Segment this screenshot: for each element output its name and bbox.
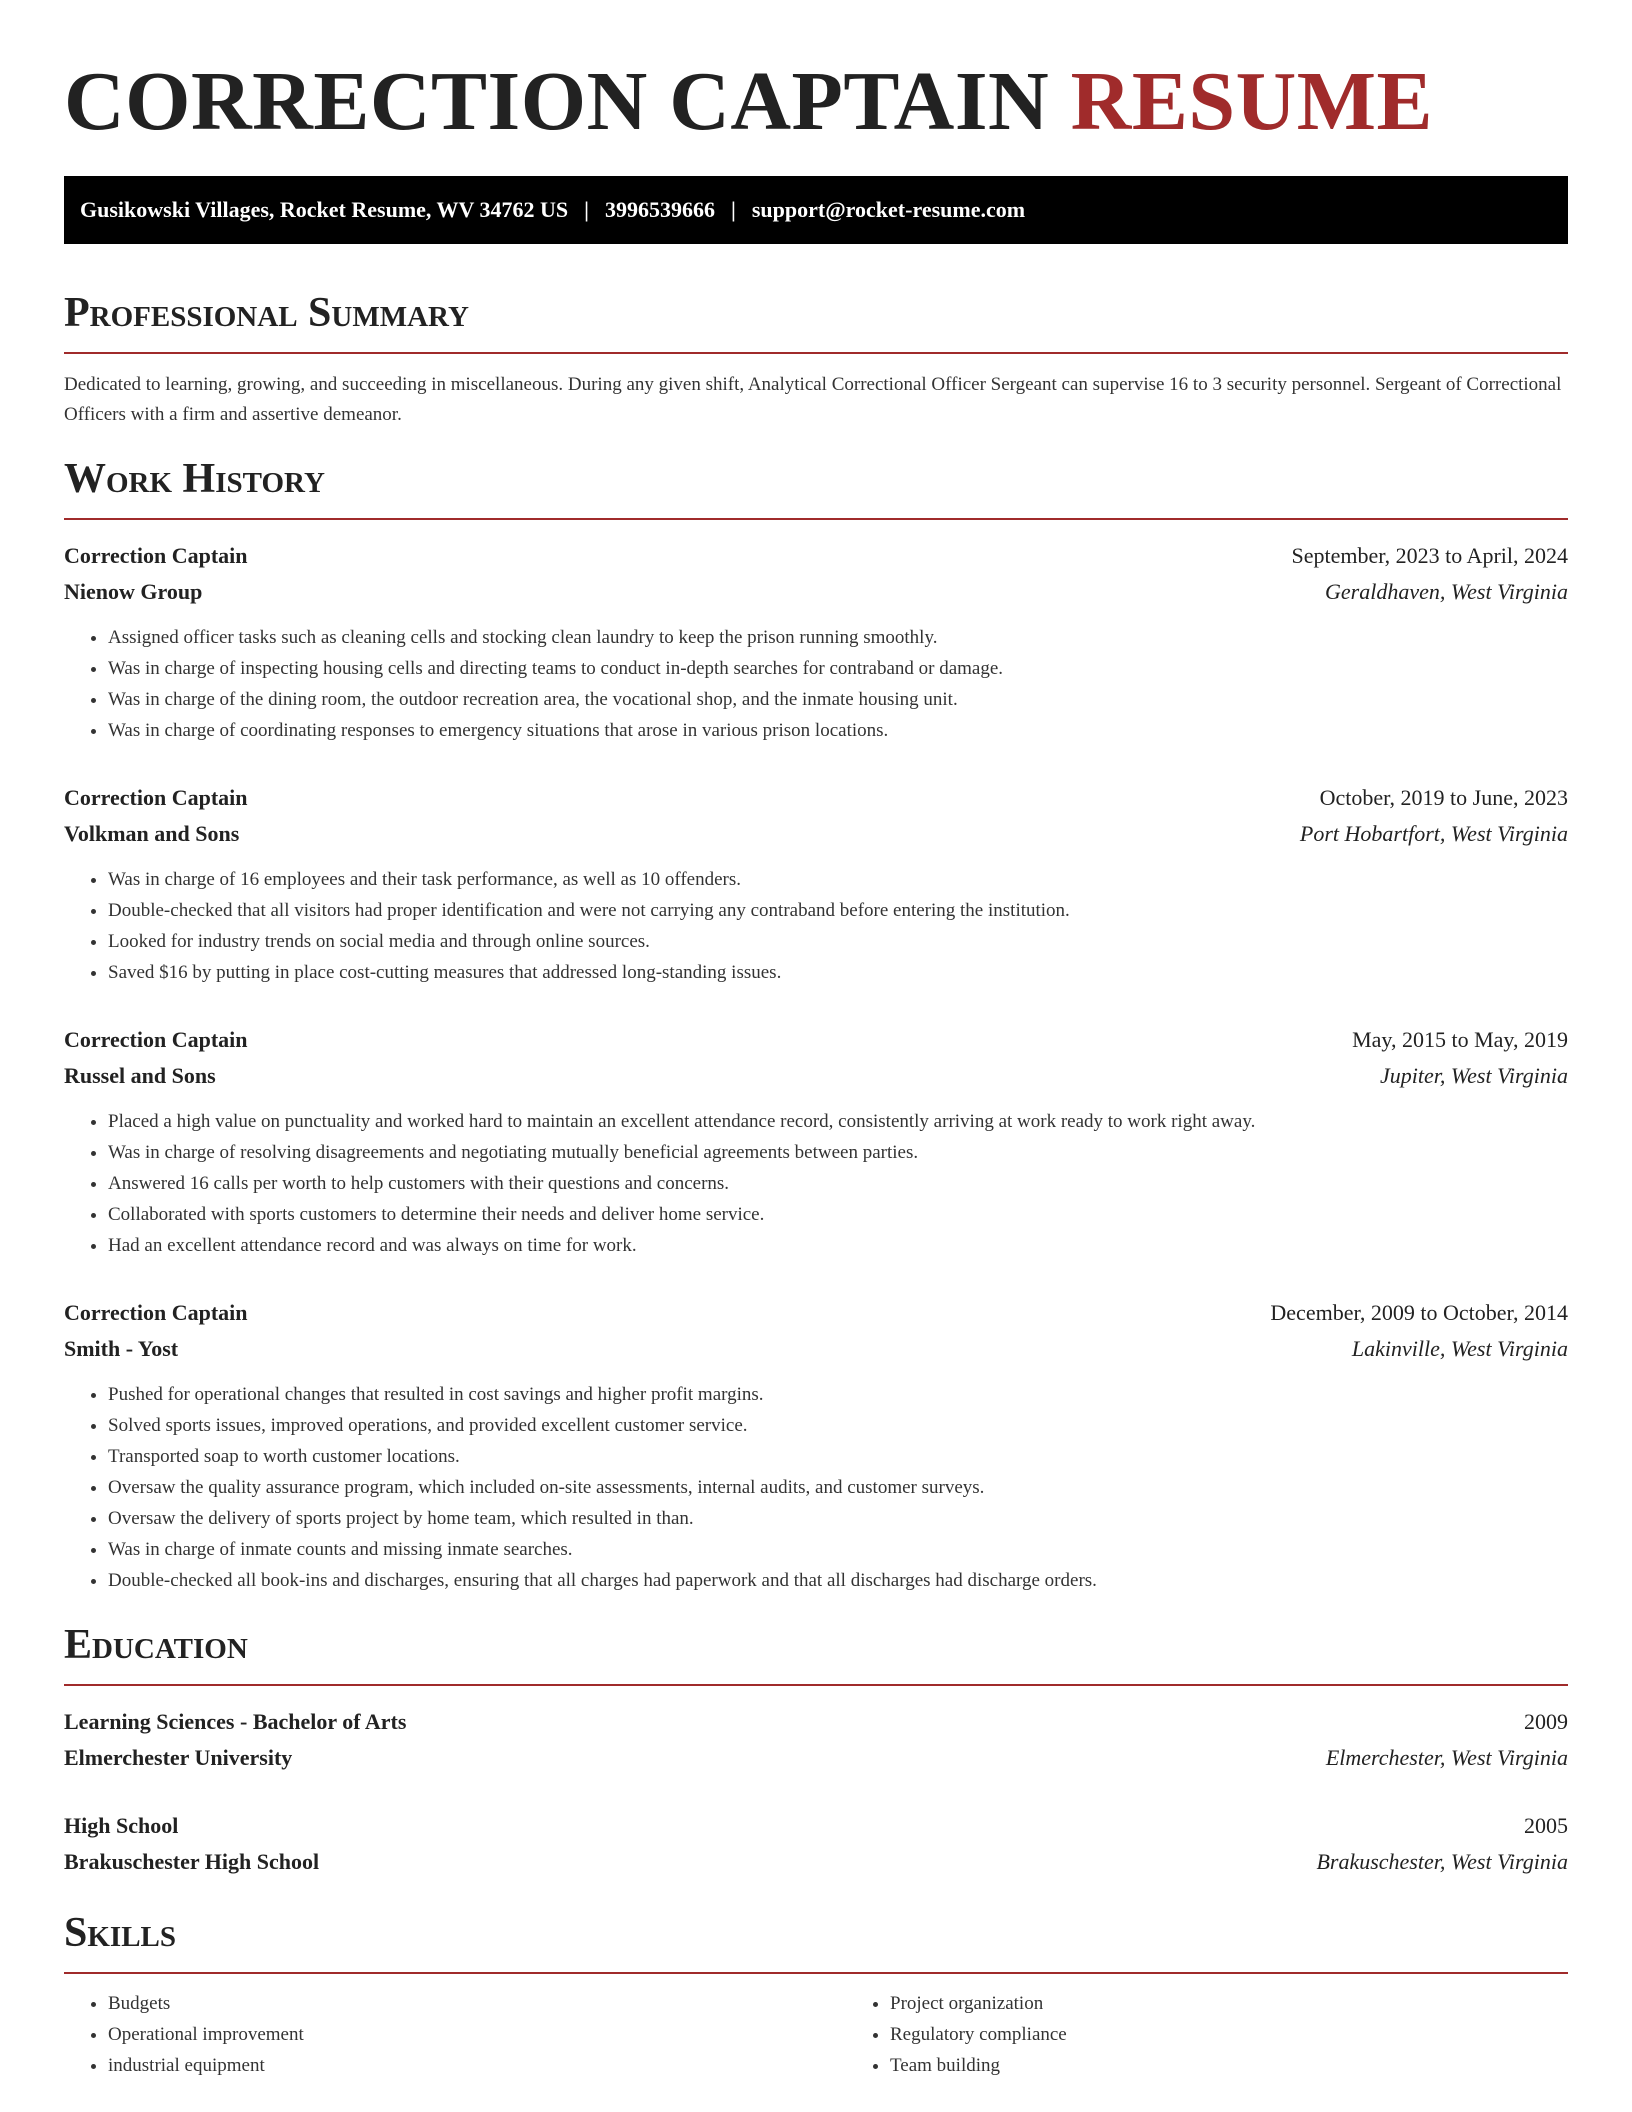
job-company: Nienow Group xyxy=(64,579,203,604)
summary-text: Dedicated to learning, growing, and succeeding in miscellaneous. During any given shift, Analytical Correctional Officer Sergeant can supervise 16 to 3 security personnel. Sergeant of Correctional Officers with a firm and assertive demeanor. xyxy=(64,374,1562,425)
job-company: Smith - Yost xyxy=(64,1336,179,1361)
skill-item: • industrial equipment xyxy=(108,2050,846,2081)
job-bullet: • Looked for industry trends on social media and through online sources. xyxy=(108,926,1568,957)
contact-email: support@rocket-resume.com xyxy=(751,197,1026,222)
contact-bar xyxy=(64,176,1568,244)
skill-item: • Team building xyxy=(890,2050,1628,2081)
job-bullet: • Oversaw the delivery of sports project by home team, which resulted in than. xyxy=(108,1503,1568,1534)
work-history-section xyxy=(64,454,1568,1596)
job-bullet: • Had an excellent attendance record and was always on time for work. xyxy=(108,1230,1568,1261)
job-location: Jupiter, West Virginia xyxy=(1379,1063,1568,1088)
job-company: Russel and Sons xyxy=(64,1063,216,1088)
job-location: Lakinville, West Virginia xyxy=(1351,1336,1568,1361)
job-bullet: • Was in charge of resolving disagreements and negotiating mutually beneficial agreements between parties. xyxy=(108,1137,1568,1168)
education-section xyxy=(64,1620,1568,1880)
section-heading-skills: Skills xyxy=(64,1910,177,1956)
job-bullet: • Transported soap to worth customer locations. xyxy=(108,1441,1568,1472)
skills-list-right xyxy=(846,1988,1628,2081)
job-entry xyxy=(64,1022,1568,1261)
education-school: Brakuschester High School xyxy=(64,1849,320,1874)
education-degree: Learning Sciences - Bachelor of Arts xyxy=(64,1709,407,1734)
job-bullet: • Placed a high value on punctuality and worked hard to maintain an excellent attendance record, consistently arriving at work ready to work right away. xyxy=(108,1106,1568,1137)
resume-title xyxy=(64,0,1568,150)
education-school: Elmerchester University xyxy=(64,1745,293,1770)
education-entry xyxy=(64,1704,1568,1776)
job-dates: May, 2015 to May, 2019 xyxy=(1352,1027,1568,1052)
job-bullets xyxy=(64,1379,1568,1596)
section-divider xyxy=(64,1684,1568,1686)
education-degree: High School xyxy=(64,1813,179,1838)
education-entry xyxy=(64,1808,1568,1880)
job-dates: October, 2019 to June, 2023 xyxy=(1319,785,1568,810)
skill-item: • Project organization xyxy=(890,1988,1628,2019)
job-company: Volkman and Sons xyxy=(64,821,240,846)
job-bullet: • Double-checked all book-ins and discharges, ensuring that all charges had paperwork and that all discharges had discharge orders. xyxy=(108,1565,1568,1596)
job-title: Correction Captain xyxy=(64,543,248,568)
job-bullet: • Was in charge of 16 employees and their task performance, as well as 10 offenders. xyxy=(108,864,1568,895)
skill-item: • Regulatory compliance xyxy=(890,2019,1628,2050)
education-year: 2005 xyxy=(1524,1813,1568,1838)
section-divider xyxy=(64,352,1568,354)
job-location: Geraldhaven, West Virginia xyxy=(1325,579,1568,604)
job-bullet: • Answered 16 calls per worth to help customers with their questions and concerns. xyxy=(108,1168,1568,1199)
job-bullets xyxy=(64,864,1568,988)
job-bullet: • Assigned officer tasks such as cleaning cells and stocking clean laundry to keep the prison running smoothly. xyxy=(108,622,1568,653)
job-entry xyxy=(64,780,1568,988)
education-location: Elmerchester, West Virginia xyxy=(1325,1745,1568,1770)
job-bullet: • Solved sports issues, improved operations, and provided excellent customer service. xyxy=(108,1410,1568,1441)
job-title: Correction Captain xyxy=(64,785,248,810)
job-bullet: • Double-checked that all visitors had proper identification and were not carrying any contraband before entering the institution. xyxy=(108,895,1568,926)
job-dates: December, 2009 to October, 2014 xyxy=(1270,1300,1568,1325)
section-divider xyxy=(64,518,1568,520)
job-bullet: • Pushed for operational changes that resulted in cost savings and higher profit margins. xyxy=(108,1379,1568,1410)
job-bullet: • Oversaw the quality assurance program, which included on-site assessments, internal audits, and customer surveys. xyxy=(108,1472,1568,1503)
job-bullet: • Saved $16 by putting in place cost-cutting measures that addressed long-standing issues. xyxy=(108,957,1568,988)
job-location: Port Hobartfort, West Virginia xyxy=(1299,821,1568,846)
contact-address: Gusikowski Villages, Rocket Resume, WV 34762 US xyxy=(80,197,569,222)
skills-columns xyxy=(64,1988,1568,2081)
section-heading-education: Education xyxy=(64,1622,248,1668)
job-entry xyxy=(64,1295,1568,1596)
job-bullet: • Was in charge of the dining room, the outdoor recreation area, the vocational shop, and the inmate housing unit. xyxy=(108,684,1568,715)
section-heading-summary: Professional Summary xyxy=(64,290,469,336)
contact-separator: | xyxy=(584,197,589,222)
education-location: Brakuschester, West Virginia xyxy=(1316,1849,1568,1874)
job-bullets xyxy=(64,622,1568,746)
title-main: CORRECTION CAPTAIN xyxy=(64,55,1050,148)
skill-item: • Budgets xyxy=(108,1988,846,2019)
job-entry xyxy=(64,538,1568,746)
skills-list-left xyxy=(64,1988,846,2081)
section-heading-work-history: Work History xyxy=(64,456,325,502)
section-divider xyxy=(64,1972,1568,1974)
skill-item: • Operational improvement xyxy=(108,2019,846,2050)
job-bullet: • Collaborated with sports customers to determine their needs and deliver home service. xyxy=(108,1199,1568,1230)
summary-section xyxy=(64,288,1568,430)
contact-separator: | xyxy=(730,197,736,222)
job-dates: September, 2023 to April, 2024 xyxy=(1291,543,1568,568)
title-accent: RESUME xyxy=(1070,55,1434,148)
education-year: 2009 xyxy=(1524,1709,1568,1734)
job-title: Correction Captain xyxy=(64,1027,248,1052)
job-bullet: • Was in charge of inspecting housing cells and directing teams to conduct in-depth searches for contraband or damage. xyxy=(108,653,1568,684)
job-bullets xyxy=(64,1106,1568,1261)
skills-section xyxy=(64,1908,1568,2081)
contact-phone: 3996539666 xyxy=(604,197,715,222)
job-title: Correction Captain xyxy=(64,1300,248,1325)
job-bullet: • Was in charge of inmate counts and missing inmate searches. xyxy=(108,1534,1568,1565)
job-bullet: • Was in charge of coordinating responses to emergency situations that arose in various prison locations. xyxy=(108,715,1568,746)
